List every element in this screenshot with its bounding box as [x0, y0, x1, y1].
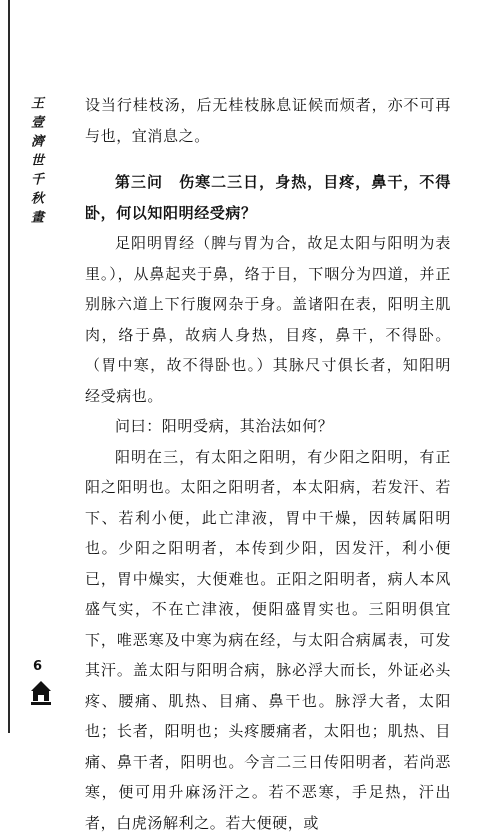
side-title: 王壹濟世千秋畫: [27, 96, 49, 229]
house-icon: [30, 680, 52, 706]
paragraph: 问曰：阳明受病，其治法如何？: [85, 411, 451, 442]
question-heading: 第三问 伤寒二三日，身热，目疼，鼻干，不得卧，何以知阳明经受病？: [85, 167, 451, 228]
paragraph: 阳明在三，有太阳之阳明，有少阳之阳明，有正阳之阳明也。太阳之阳明者，本太阳病，若发汗、若下、若利小便，此亡津液，胃中干燥，因转属阳明也。少阳之阳明者，本传到少阳，因发汗，利小便已，胃中燥实，大便难也。正阳之阳明者，病人本风盛气实，不在亡津液，便阳盛胃实也。三阳明俱宜下，唯恶寒及中寒为病在经，与太阳合病属表，可发其汗。盖太阳与阳明合病，脉必浮大而长，外证必头疼、腰痛、肌热、目痛、鼻干也。脉浮大者，太阳也；长者，阳明也；头疼腰痛者，太阳也；肌热、目痛、鼻干者，阳明也。今言二三日传阳明者，若尚恶寒，便可用升麻汤汗之。若不恶寒，手足热，汗出者，白虎汤解利之。若大便硬，或: [85, 442, 451, 838]
paragraph: 足阳明胃经（脾与胃为合，故足太阳与阳明为表里。），从鼻起夹于鼻，络于目，下咽分为四道，并正别脉六道上下行腹网杂于身。盖诸阳在表，阳明主肌肉，络于鼻，故病人身热，目疼，鼻干，不得卧。（胃中寒，故不得卧也。）其脉尺寸俱长者，知阳明经受病也。: [85, 228, 451, 411]
page-number: 6: [33, 659, 42, 674]
page-body: [85, 90, 451, 838]
page-edge-rule: [8, 0, 10, 733]
paragraph-continuation: 设当行桂枝汤，后无桂枝脉息证候而烦者，亦不可再与也，宜消息之。: [85, 90, 451, 151]
